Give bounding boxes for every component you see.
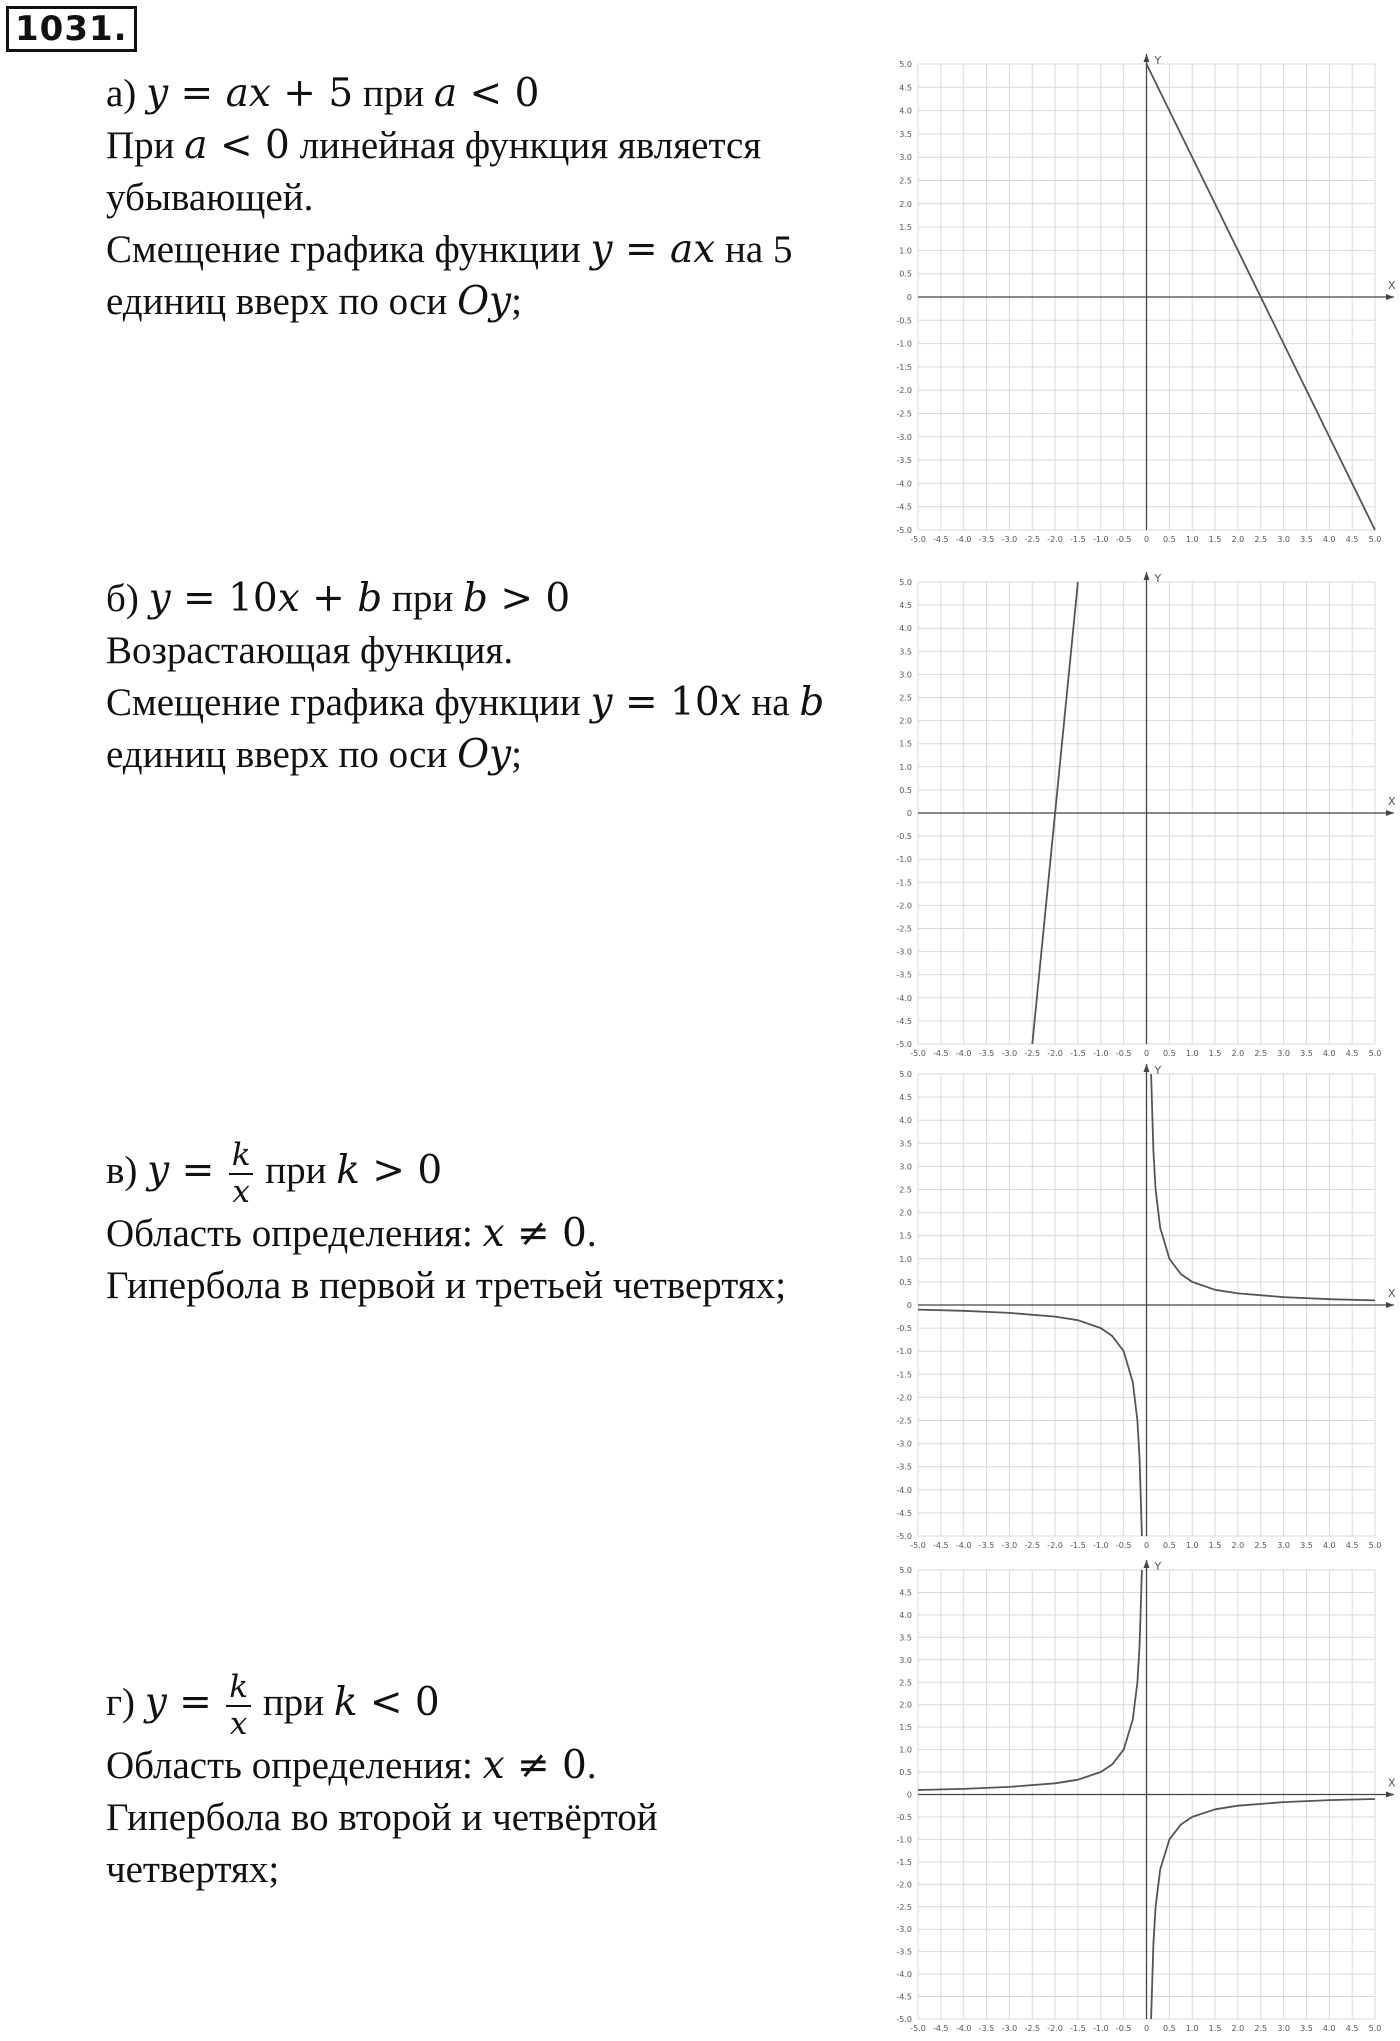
math-var: b <box>462 576 488 621</box>
text-run: Возрастающая функция. <box>106 629 514 672</box>
x-tick-label: -2.0 <box>1047 1049 1063 1058</box>
part-d-text <box>106 1669 876 1896</box>
math-var: y <box>590 227 613 272</box>
x-tick-label: -2.5 <box>1024 535 1041 544</box>
y-tick-label: -3.0 <box>896 947 912 957</box>
text-run: . <box>586 1212 597 1255</box>
y-tick-label: -1.5 <box>896 1370 912 1380</box>
x-tick-label: 1.0 <box>1185 1541 1199 1550</box>
x-tick-label: -1.0 <box>1092 1541 1109 1550</box>
text-run: ; <box>511 733 522 776</box>
x-tick-label: 3.0 <box>1277 2024 1290 2033</box>
x-tick-label: -4.5 <box>933 535 949 544</box>
y-tick-label: 3.0 <box>899 670 912 680</box>
fraction-numerator: k <box>229 1140 254 1175</box>
x-axis-arrow <box>1386 1792 1394 1798</box>
x-tick-label: 1.5 <box>1208 535 1222 544</box>
math-var: b <box>357 576 383 621</box>
text-line <box>106 1208 876 1260</box>
y-axis-arrow <box>1144 1560 1150 1568</box>
x-tick-label: 3.5 <box>1300 535 1313 544</box>
fraction-numerator: k <box>226 1672 251 1707</box>
x-tick-label: -1.5 <box>1070 535 1086 544</box>
y-tick-label: -4.0 <box>896 1970 912 1980</box>
y-tick-label: -2.0 <box>896 386 912 396</box>
y-tick-label: -3.0 <box>896 1925 912 1935</box>
x-tick-label: -4.0 <box>955 1049 972 1058</box>
y-tick-label: -1.5 <box>896 878 912 888</box>
x-tick-label: -2.0 <box>1047 535 1063 544</box>
y-tick-label: 0 <box>906 293 912 302</box>
text-line <box>106 172 876 224</box>
x-tick-label: -4.5 <box>933 1541 949 1550</box>
fraction-denominator: x <box>229 1706 248 1742</box>
math-symbol: ≠ 0 <box>504 1211 587 1256</box>
text-run: Гипербола в первой и третьей четвертях; <box>106 1264 787 1307</box>
x-axis-label: X <box>1388 1776 1396 1790</box>
y-tick-label: 0 <box>906 1790 912 1800</box>
y-tick-label: -4.5 <box>896 502 912 512</box>
x-tick-label: 0 <box>1143 1541 1150 1550</box>
math-var: y <box>147 1147 170 1193</box>
text-run: Область определения: <box>106 1744 483 1787</box>
x-tick-label: 1.0 <box>1185 535 1199 544</box>
math-var: x <box>482 1211 505 1256</box>
chart-b <box>880 570 1400 1066</box>
y-tick-label: -5.0 <box>896 1532 912 1541</box>
x-tick-label: 0 <box>1143 1049 1150 1058</box>
y-tick-label: 2.5 <box>899 1185 912 1195</box>
y-tick-label: 4.5 <box>899 83 912 93</box>
y-tick-label: 1.5 <box>899 739 912 749</box>
x-tick-label: 1.5 <box>1208 1541 1222 1550</box>
x-tick-label: 1.5 <box>1208 2024 1222 2033</box>
x-tick-label: -0.5 <box>1115 535 1132 544</box>
chart-d <box>880 1558 1400 2041</box>
x-axis-label: X <box>1388 279 1396 292</box>
text-run: убывающей. <box>106 176 314 219</box>
text-run: Область определения: <box>106 1212 483 1255</box>
x-tick-label: 3.5 <box>1300 1049 1313 1058</box>
text-run: при <box>382 577 463 620</box>
text-line <box>106 68 876 120</box>
y-tick-label: 4.0 <box>899 1610 912 1620</box>
text-line <box>106 625 876 677</box>
x-tick-label: 5.0 <box>1368 1049 1382 1058</box>
y-tick-label: 5.0 <box>899 1070 912 1079</box>
x-tick-label: 0.5 <box>1162 535 1176 544</box>
y-tick-label: 4.5 <box>899 1093 912 1103</box>
math-symbol: = <box>612 227 671 272</box>
x-tick-label: 5.0 <box>1368 1541 1382 1550</box>
chart-c <box>880 1062 1400 1558</box>
math-var: x <box>277 576 300 621</box>
x-axis-label: X <box>1388 1287 1396 1300</box>
y-tick-label: 0.5 <box>899 1277 912 1287</box>
y-axis-label: Y <box>1154 1560 1162 1573</box>
x-tick-label: -3.5 <box>978 1049 995 1058</box>
x-tick-label: -5.0 <box>910 1049 926 1058</box>
text-line <box>106 276 876 328</box>
text-run: г) <box>106 1680 145 1724</box>
x-tick-label: 5.0 <box>1368 2024 1382 2033</box>
text-run: при <box>255 1148 337 1192</box>
x-tick-label: -4.5 <box>933 1049 949 1058</box>
x-tick-label: -5.0 <box>910 2024 926 2033</box>
y-tick-label: -0.5 <box>896 316 912 326</box>
math-symbol: + 5 <box>270 71 354 116</box>
x-tick-label: 2.0 <box>1231 2024 1245 2033</box>
fraction-denominator: x <box>232 1174 250 1210</box>
x-tick-label: 2.5 <box>1254 1541 1268 1550</box>
y-tick-label: 1.5 <box>899 1723 912 1733</box>
y-tick-label: 3.5 <box>899 1633 912 1643</box>
math-symbol: + <box>299 576 358 621</box>
x-tick-label: 2.5 <box>1254 535 1268 544</box>
text-run: четвертях; <box>106 1848 280 1891</box>
math-var: x <box>482 1743 505 1788</box>
x-tick-label: -3.5 <box>978 1541 995 1550</box>
text-line <box>106 1669 876 1742</box>
math-symbol: = 10 <box>170 576 278 621</box>
math-symbol: < 0 <box>207 123 290 168</box>
x-tick-label: -3.5 <box>978 2024 995 2033</box>
x-tick-label: -1.0 <box>1092 1049 1109 1058</box>
math-var: x <box>719 680 742 725</box>
x-tick-label: -4.0 <box>955 1541 972 1550</box>
x-tick-label: 5.0 <box>1368 535 1382 544</box>
function-graph-line <box>918 1570 1142 1790</box>
y-tick-label: 4.5 <box>899 1588 912 1598</box>
x-tick-label: -3.5 <box>978 535 995 544</box>
y-tick-label: -3.5 <box>896 1947 912 1957</box>
text-line <box>106 1844 876 1896</box>
y-tick-label: -1.0 <box>896 1835 912 1845</box>
y-tick-label: 4.0 <box>899 106 912 116</box>
y-tick-label: 2.5 <box>899 1678 912 1688</box>
x-tick-label: -1.5 <box>1070 2024 1086 2033</box>
x-tick-label: 4.5 <box>1345 1541 1359 1550</box>
y-tick-label: -4.0 <box>896 1485 912 1495</box>
x-tick-label: 4.0 <box>1322 535 1336 544</box>
y-tick-label: -3.5 <box>896 456 912 466</box>
y-tick-label: 1.5 <box>899 1231 912 1241</box>
y-tick-label: 1.0 <box>899 246 912 256</box>
y-tick-label: 0 <box>906 1301 912 1310</box>
text-run: . <box>586 1744 597 1787</box>
x-tick-label: 2.5 <box>1254 1049 1268 1058</box>
y-tick-label: -3.0 <box>896 432 912 442</box>
y-tick-label: 0.5 <box>899 1768 912 1778</box>
y-tick-label: 3.5 <box>899 129 912 139</box>
x-tick-label: 4.5 <box>1345 1049 1359 1058</box>
text-line <box>106 1137 876 1210</box>
part-b-text <box>106 573 876 781</box>
x-tick-label: -1.0 <box>1092 535 1109 544</box>
y-tick-label: 4.0 <box>899 1116 912 1126</box>
y-tick-label: -4.0 <box>896 993 912 1003</box>
math-symbol: < 0 <box>357 1679 440 1725</box>
y-tick-label: 5.0 <box>899 1566 912 1575</box>
x-tick-label: -3.0 <box>1001 2024 1018 2033</box>
text-run: б) <box>106 577 149 620</box>
text-line <box>106 1740 876 1792</box>
x-tick-label: -1.5 <box>1070 1049 1086 1058</box>
text-line <box>106 729 876 781</box>
x-tick-label: 0.5 <box>1162 1541 1176 1550</box>
text-run: на 5 <box>715 228 793 271</box>
y-tick-label: -2.0 <box>896 901 912 911</box>
y-tick-label: -1.0 <box>896 1347 912 1357</box>
y-tick-label: 3.5 <box>899 647 912 657</box>
function-graph-line <box>918 1310 1142 1536</box>
x-tick-label: -2.5 <box>1024 1541 1041 1550</box>
x-tick-label: 1.0 <box>1185 1049 1199 1058</box>
text-line <box>106 1792 876 1844</box>
y-tick-label: 4.5 <box>899 601 912 611</box>
y-tick-label: -0.5 <box>896 1812 912 1822</box>
y-axis-label: Y <box>1154 54 1162 67</box>
math-var: y <box>148 576 171 621</box>
y-tick-label: -2.0 <box>896 1393 912 1403</box>
y-tick-label: -5.0 <box>896 2015 912 2024</box>
x-tick-label: -2.5 <box>1024 2024 1041 2033</box>
math-fraction <box>229 1137 254 1210</box>
x-tick-label: 1.5 <box>1208 1049 1222 1058</box>
math-var: y <box>146 71 169 116</box>
x-tick-label: 3.0 <box>1277 1541 1290 1550</box>
y-tick-label: 3.0 <box>899 153 912 163</box>
y-tick-label: -1.5 <box>896 1857 912 1867</box>
x-tick-label: -5.0 <box>910 535 926 544</box>
x-tick-label: -5.0 <box>910 1541 926 1550</box>
x-tick-label: 4.0 <box>1322 1049 1336 1058</box>
y-axis-label: Y <box>1154 1064 1162 1077</box>
y-axis-arrow <box>1144 572 1150 580</box>
x-axis-arrow <box>1386 1302 1394 1308</box>
x-tick-label: 3.5 <box>1300 1541 1313 1550</box>
text-run: при <box>253 1680 334 1724</box>
x-tick-label: -3.0 <box>1001 1049 1018 1058</box>
math-symbol: = 10 <box>612 680 720 725</box>
y-tick-label: -2.5 <box>896 409 912 419</box>
y-tick-label: 2.5 <box>899 693 912 703</box>
text-run: единиц вверх по оси <box>106 733 458 776</box>
x-tick-label: -3.0 <box>1001 535 1018 544</box>
y-axis-arrow <box>1144 54 1150 62</box>
y-tick-label: 3.0 <box>899 1162 912 1172</box>
y-tick-label: 1.5 <box>899 223 912 233</box>
y-tick-label: -5.0 <box>896 1040 912 1049</box>
x-tick-label: -4.0 <box>955 2024 972 2033</box>
chart-a <box>880 52 1400 552</box>
text-line <box>106 1260 876 1312</box>
x-tick-label: -4.0 <box>955 535 972 544</box>
x-tick-label: -1.0 <box>1092 2024 1109 2033</box>
text-run: Смещение графика функции <box>106 228 591 271</box>
y-tick-label: -5.0 <box>896 526 912 535</box>
math-symbol: < 0 <box>457 71 540 116</box>
y-tick-label: 0 <box>906 809 912 818</box>
math-symbol: ≠ 0 <box>504 1743 587 1788</box>
math-fraction <box>226 1669 251 1742</box>
x-tick-label: 2.0 <box>1231 1049 1245 1058</box>
math-var: k <box>336 1147 360 1193</box>
x-tick-label: -2.5 <box>1024 1049 1041 1058</box>
y-tick-label: -3.5 <box>896 1462 912 1472</box>
y-tick-label: -0.5 <box>896 1324 912 1334</box>
text-line <box>106 120 876 172</box>
text-run: Смещение графика функции <box>106 681 591 724</box>
x-axis-arrow <box>1386 294 1394 300</box>
x-tick-label: 3.5 <box>1300 2024 1313 2033</box>
text-run: ; <box>511 280 522 323</box>
x-tick-label: -2.0 <box>1047 1541 1063 1550</box>
y-tick-label: 2.0 <box>899 1700 912 1710</box>
function-graph-line <box>1151 1799 1375 2019</box>
math-symbol: > 0 <box>487 576 571 621</box>
y-tick-label: -1.5 <box>896 362 912 372</box>
x-tick-label: -0.5 <box>1115 1541 1132 1550</box>
text-run: на <box>741 681 800 724</box>
y-tick-label: -3.5 <box>896 970 912 980</box>
math-symbol: = <box>169 1147 227 1193</box>
y-tick-label: 1.0 <box>899 762 912 772</box>
text-run: а) <box>106 72 147 115</box>
x-tick-label: 3.0 <box>1277 1049 1290 1058</box>
math-symbol: = <box>168 71 226 116</box>
math-var: y <box>590 680 613 725</box>
text-run: При <box>106 124 185 167</box>
x-tick-label: -0.5 <box>1115 2024 1132 2033</box>
text-line <box>106 573 876 625</box>
y-axis-arrow <box>1144 1064 1150 1072</box>
text-run: единиц вверх по оси <box>106 280 458 323</box>
text-run: при <box>353 72 434 115</box>
y-tick-label: 2.5 <box>899 176 912 186</box>
x-tick-label: 0.5 <box>1162 2024 1176 2033</box>
math-var: k <box>333 1679 358 1725</box>
math-var: y <box>144 1679 167 1725</box>
x-tick-label: 3.0 <box>1277 535 1290 544</box>
y-tick-label: -4.5 <box>896 1992 912 2002</box>
y-tick-label: 1.0 <box>899 1254 912 1264</box>
math-var: a <box>184 123 208 168</box>
x-tick-label: 1.0 <box>1185 2024 1199 2033</box>
text-run: в) <box>106 1148 148 1192</box>
y-tick-label: 5.0 <box>899 578 912 587</box>
y-tick-label: -2.0 <box>896 1880 912 1890</box>
x-tick-label: -4.5 <box>933 2024 949 2033</box>
y-tick-label: -4.0 <box>896 479 912 489</box>
x-tick-label: 4.5 <box>1345 2024 1359 2033</box>
x-axis-label: X <box>1388 795 1396 808</box>
y-tick-label: 5.0 <box>899 60 912 69</box>
math-var: ax <box>670 227 716 272</box>
y-tick-label: 2.0 <box>899 1208 912 1218</box>
y-tick-label: -4.5 <box>896 1016 912 1026</box>
math-var: Oy <box>457 279 512 324</box>
y-tick-label: 1.0 <box>899 1745 912 1755</box>
y-tick-label: 3.0 <box>899 1655 912 1665</box>
x-tick-label: -2.0 <box>1047 2024 1063 2033</box>
y-tick-label: -0.5 <box>896 832 912 842</box>
x-tick-label: -1.5 <box>1070 1541 1086 1550</box>
x-tick-label: 2.0 <box>1231 535 1245 544</box>
y-tick-label: 4.0 <box>899 624 912 634</box>
y-tick-label: -4.5 <box>896 1508 912 1518</box>
y-tick-label: -2.5 <box>896 924 912 934</box>
y-axis-label: Y <box>1154 572 1162 585</box>
y-tick-label: -1.0 <box>896 855 912 865</box>
x-tick-label: 0 <box>1143 535 1150 544</box>
y-tick-label: 2.0 <box>899 716 912 726</box>
x-tick-label: 2.5 <box>1254 2024 1268 2033</box>
x-tick-label: 0 <box>1143 2024 1150 2033</box>
x-axis-arrow <box>1386 810 1394 816</box>
text-run: Гипербола во второй и четвёртой <box>106 1796 658 1839</box>
math-var: Oy <box>457 732 512 777</box>
text-line <box>106 224 876 276</box>
text-run: линейная функция является <box>289 124 762 167</box>
x-tick-label: -3.0 <box>1001 1541 1018 1550</box>
x-tick-label: 0.5 <box>1162 1049 1176 1058</box>
part-c-text <box>106 1137 876 1312</box>
part-a-text <box>106 68 876 328</box>
x-tick-label: 4.5 <box>1345 535 1359 544</box>
math-symbol: = <box>166 1679 225 1725</box>
text-line <box>106 677 876 729</box>
x-tick-label: 4.0 <box>1322 1541 1336 1550</box>
x-tick-label: 2.0 <box>1231 1541 1245 1550</box>
y-tick-label: 0.5 <box>899 269 912 279</box>
y-tick-label: -3.0 <box>896 1439 912 1449</box>
problem-number: 1031. <box>6 6 137 52</box>
math-var: b <box>799 680 825 725</box>
y-tick-label: 2.0 <box>899 199 912 209</box>
x-tick-label: -0.5 <box>1115 1049 1132 1058</box>
math-var: ax <box>225 71 271 116</box>
math-symbol: > 0 <box>359 1147 443 1193</box>
y-tick-label: -2.5 <box>896 1902 912 1912</box>
y-tick-label: -1.0 <box>896 339 912 349</box>
math-var: a <box>433 71 458 116</box>
y-tick-label: -2.5 <box>896 1416 912 1426</box>
y-tick-label: 0.5 <box>899 785 912 795</box>
x-tick-label: 4.0 <box>1322 2024 1336 2033</box>
y-tick-label: 3.5 <box>899 1139 912 1149</box>
function-graph-line <box>1151 1074 1375 1300</box>
